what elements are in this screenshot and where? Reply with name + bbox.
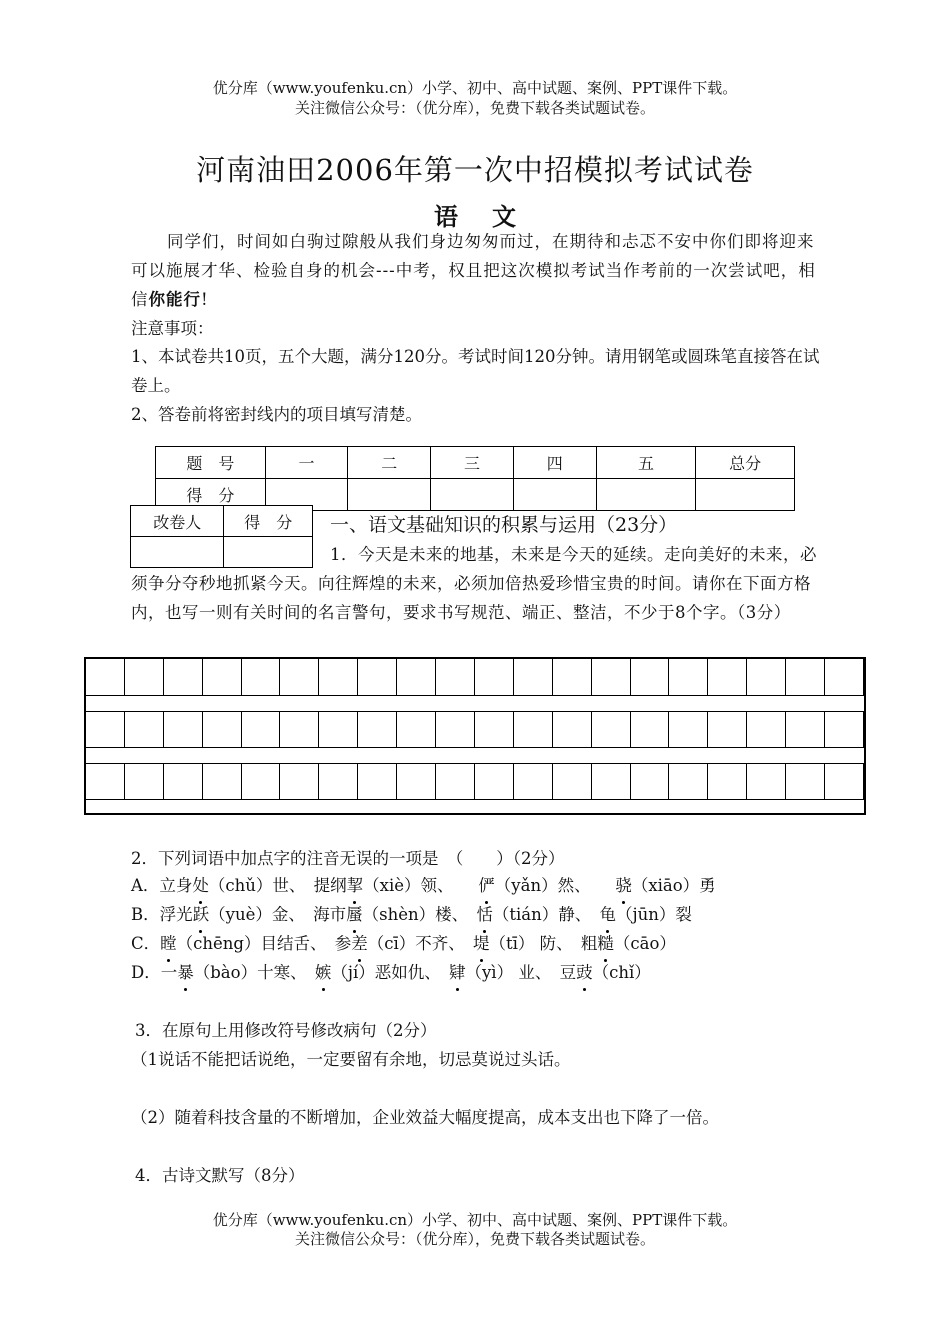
word-part: （yǎn）然	[494, 876, 575, 895]
question-3-sentence-2: （2）随着科技含量的不断增加，企业效益大幅度提高，成本支出也下降了一倍。	[131, 1108, 719, 1127]
dotted-char: 瞠	[160, 929, 177, 958]
grid-cell[interactable]	[786, 659, 825, 695]
word-part: （cī）不齐	[367, 934, 449, 953]
grid-cell[interactable]	[475, 711, 514, 747]
grid-cell[interactable]	[592, 659, 631, 695]
score-cell[interactable]	[696, 479, 795, 511]
dotted-char: 挈	[347, 871, 364, 900]
score-header-3: 三	[431, 447, 514, 479]
grid-row	[86, 711, 864, 748]
header-line-2: 关注微信公众号：（优分库），免费下载各类试题试卷。	[294, 99, 655, 117]
grid-cell[interactable]	[708, 711, 747, 747]
dotted-char: 恬	[476, 900, 493, 929]
question-4-stem: 4．古诗文默写（8分）	[135, 1166, 305, 1185]
word-part: （yuè）金	[209, 905, 289, 924]
footer-line-2: 关注微信公众号：（优分库），免费下载各类试题试卷。	[294, 1230, 655, 1248]
word-part: 豆	[559, 963, 577, 982]
grid-cell[interactable]	[475, 659, 514, 695]
word-part: 一	[160, 963, 178, 982]
word-part: 提纲	[313, 876, 347, 895]
grid-cell[interactable]	[553, 763, 592, 799]
grid-cell[interactable]	[397, 659, 436, 695]
grid-cell[interactable]	[281, 659, 320, 695]
grid-cell[interactable]	[592, 711, 631, 747]
notes-item-2: 2、答卷前将密封线内的项目填写清楚。	[131, 405, 422, 424]
grid-cell[interactable]	[281, 711, 320, 747]
grid-cell[interactable]	[358, 763, 397, 799]
question-3-sentence-1: （1说话不能把话说绝，一定要留有余地，切忌莫说过头话。	[131, 1050, 571, 1069]
intro-paragraph	[131, 227, 821, 314]
score-row-label: 得 分	[156, 479, 266, 511]
grader-label: 改卷人	[131, 506, 224, 537]
grid-cell[interactable]	[747, 659, 786, 695]
notes-item-1: 1、本试卷共10页，五个大题，满分120分。考试时间120分钟。请用钢笔或圆珠笔直接答在试卷上。	[131, 347, 820, 395]
subject-char-1: 语	[434, 203, 458, 231]
grid-cell[interactable]	[670, 659, 709, 695]
word-part: （cāo）	[613, 934, 676, 953]
grid-cell[interactable]	[475, 763, 514, 799]
grid-cell[interactable]	[786, 711, 825, 747]
word-part: （chǔ）世	[208, 876, 289, 895]
grid-cell[interactable]	[203, 659, 242, 695]
score-cell[interactable]	[513, 479, 596, 511]
word-part: 海市	[313, 905, 347, 924]
grid-cell[interactable]	[514, 659, 553, 695]
score-cell[interactable]	[596, 479, 696, 511]
dotted-char: 豉	[576, 958, 593, 987]
grid-cell[interactable]	[436, 763, 475, 799]
grader-score-label: 得 分	[224, 506, 313, 537]
dotted-char: 骁	[615, 871, 632, 900]
grid-cell[interactable]	[319, 711, 358, 747]
grid-cell[interactable]	[242, 711, 281, 747]
grid-cell[interactable]	[553, 711, 592, 747]
intro-bold: 你能行	[148, 290, 201, 309]
grid-cell[interactable]	[825, 711, 864, 747]
grid-cell[interactable]	[125, 711, 164, 747]
section-1-heading: 一、语文基础知识的积累与运用（23分）	[330, 514, 678, 536]
grid-cell[interactable]	[825, 659, 864, 695]
grid-cell[interactable]	[358, 711, 397, 747]
grid-cell[interactable]	[242, 763, 281, 799]
dotted-char: 差	[351, 929, 368, 958]
header-line-1: 优分库（www.youfenku.cn）小学、初中、高中试题、案例、PPT课件下载。	[212, 79, 738, 97]
q2-option-a[interactable]: A．立身处（chǔ）世、 提纲挈（xiè）领、 俨（yǎn）然、 骁（xiāo）勇	[131, 871, 716, 900]
grid-cell[interactable]	[514, 711, 553, 747]
grid-cell[interactable]	[708, 763, 747, 799]
word-part: 立身	[159, 876, 193, 895]
grid-cell[interactable]	[786, 763, 825, 799]
grid-cell[interactable]	[436, 659, 475, 695]
grid-gap	[86, 695, 864, 712]
word-part: 浮光	[159, 905, 193, 924]
grid-cell[interactable]	[86, 711, 125, 747]
grid-cell[interactable]	[631, 711, 670, 747]
grid-cell[interactable]	[164, 659, 203, 695]
writing-grid[interactable]	[84, 657, 866, 815]
question-3-stem: 3．在原句上用修改符号修改病句（2分）	[135, 1021, 437, 1040]
q2-option-b[interactable]: B．浮光跃（yuè）金、 海市蜃（shèn）楼、 恬（tián）静、 龟（jūn）裂	[131, 900, 692, 929]
word-part: （jí）恶如仇	[331, 963, 425, 982]
grid-gap	[86, 747, 864, 764]
grid-cell[interactable]	[747, 711, 786, 747]
option-b-label: B．	[131, 905, 160, 924]
score-header-1: 一	[265, 447, 348, 479]
score-header-5: 五	[596, 447, 696, 479]
word-part: 参	[334, 934, 352, 953]
word-part: （tián）静	[492, 905, 575, 924]
score-header-label: 题 号	[156, 447, 266, 479]
option-c-label: C．	[131, 934, 161, 953]
grid-cell[interactable]	[436, 711, 475, 747]
grid-row	[86, 763, 864, 800]
grid-cell[interactable]	[747, 763, 786, 799]
grid-cell[interactable]	[281, 763, 320, 799]
word-part: （bào）十寒	[193, 963, 291, 982]
footer-line-1: 优分库（www.youfenku.cn）小学、初中、高中试题、案例、PPT课件下载。	[212, 1211, 738, 1229]
grid-cell[interactable]	[514, 763, 553, 799]
score-header-total: 总分	[696, 447, 795, 479]
grid-cell[interactable]	[164, 763, 203, 799]
dotted-char: 处	[192, 871, 209, 900]
word-part: 粗	[580, 934, 598, 953]
grid-cell[interactable]	[358, 659, 397, 695]
word-part: （xiāo）勇	[631, 876, 716, 895]
word-part: （xiè）领	[363, 876, 438, 895]
page-title: 河南油田2006年第一次中招模拟考试试卷	[196, 153, 754, 187]
dotted-char: 蜃	[346, 900, 363, 929]
dotted-char: 暴	[177, 958, 194, 987]
word-part: （yì） 业	[465, 963, 535, 982]
score-header-4: 四	[513, 447, 596, 479]
q2-option-c[interactable]: C．瞠（chēng）目结舌、 参差（cī）不齐、 堤（tī） 防、 粗糙（cāo）	[131, 929, 676, 958]
grid-cell[interactable]	[592, 763, 631, 799]
notes-heading: 注意事项：	[131, 319, 214, 338]
dotted-char: 俨	[478, 871, 495, 900]
dotted-char: 糙	[597, 929, 614, 958]
word-part: （chēng）目结舌	[176, 934, 310, 953]
dotted-char: 龟	[599, 900, 616, 929]
grid-row	[86, 659, 864, 696]
intro-end: !	[201, 290, 209, 309]
grid-cell[interactable]	[164, 711, 203, 747]
grid-cell[interactable]	[670, 763, 709, 799]
word-part: （jūn）裂	[615, 905, 692, 924]
dotted-char: 肄	[449, 958, 466, 987]
grid-cell[interactable]	[631, 763, 670, 799]
grid-cell[interactable]	[631, 659, 670, 695]
grid-cell[interactable]	[397, 763, 436, 799]
score-table	[155, 446, 795, 511]
word-part: （shèn）楼	[362, 905, 452, 924]
score-cell[interactable]	[431, 479, 514, 511]
option-a-label: A．	[131, 876, 160, 895]
grid-cell[interactable]	[397, 711, 436, 747]
grid-cell[interactable]	[553, 659, 592, 695]
word-part: （chǐ）	[592, 963, 651, 982]
dotted-char: 嫉	[315, 958, 332, 987]
grid-cell[interactable]	[708, 659, 747, 695]
grid-cell[interactable]	[125, 763, 164, 799]
grid-cell[interactable]	[125, 659, 164, 695]
dotted-char: 跃	[193, 900, 210, 929]
q2-option-d[interactable]: D．一暴（bào）十寒、 嫉（jí）恶如仇、 肄（yì） 业、 豆豉（chǐ）	[131, 958, 651, 987]
option-d-label: D．	[131, 963, 161, 982]
grid-cell[interactable]	[825, 763, 864, 799]
dotted-char: 堤	[473, 929, 490, 958]
grid-cell[interactable]	[203, 763, 242, 799]
score-header-2: 二	[348, 447, 431, 479]
grid-cell[interactable]	[86, 659, 125, 695]
grid-cell[interactable]	[203, 711, 242, 747]
intro-text: 同学们，时间如白驹过隙般从我们身边匆匆而过，在期待和忐忑不安中你们即将迎来可以施展才华、检验自身的机会---中考，权且把这次模拟考试当作考前的一次尝试吧，相信	[131, 232, 816, 309]
word-part: （tī） 防	[489, 934, 557, 953]
score-cell[interactable]	[348, 479, 431, 511]
grid-cell[interactable]	[319, 763, 358, 799]
subject-char-2: 文	[492, 203, 516, 231]
question-2-stem: 2．下列词语中加点字的注音无误的一项是 （ ）（2分）	[131, 849, 565, 868]
question-1: 1．今天是未来的地基，未来是今天的延续。走向美好的未来，必须争分夺秒地抓紧今天。向往辉煌的未来，必须加倍热爱珍惜宝贵的时间。请你在下面方格内，也写一则有关时间的名言警句，要求书写规范、端正、整洁，不少于8个字。（3分）	[131, 545, 817, 622]
grid-cell[interactable]	[319, 659, 358, 695]
grid-cell[interactable]	[86, 763, 125, 799]
grid-cell[interactable]	[670, 711, 709, 747]
grid-cell[interactable]	[242, 659, 281, 695]
